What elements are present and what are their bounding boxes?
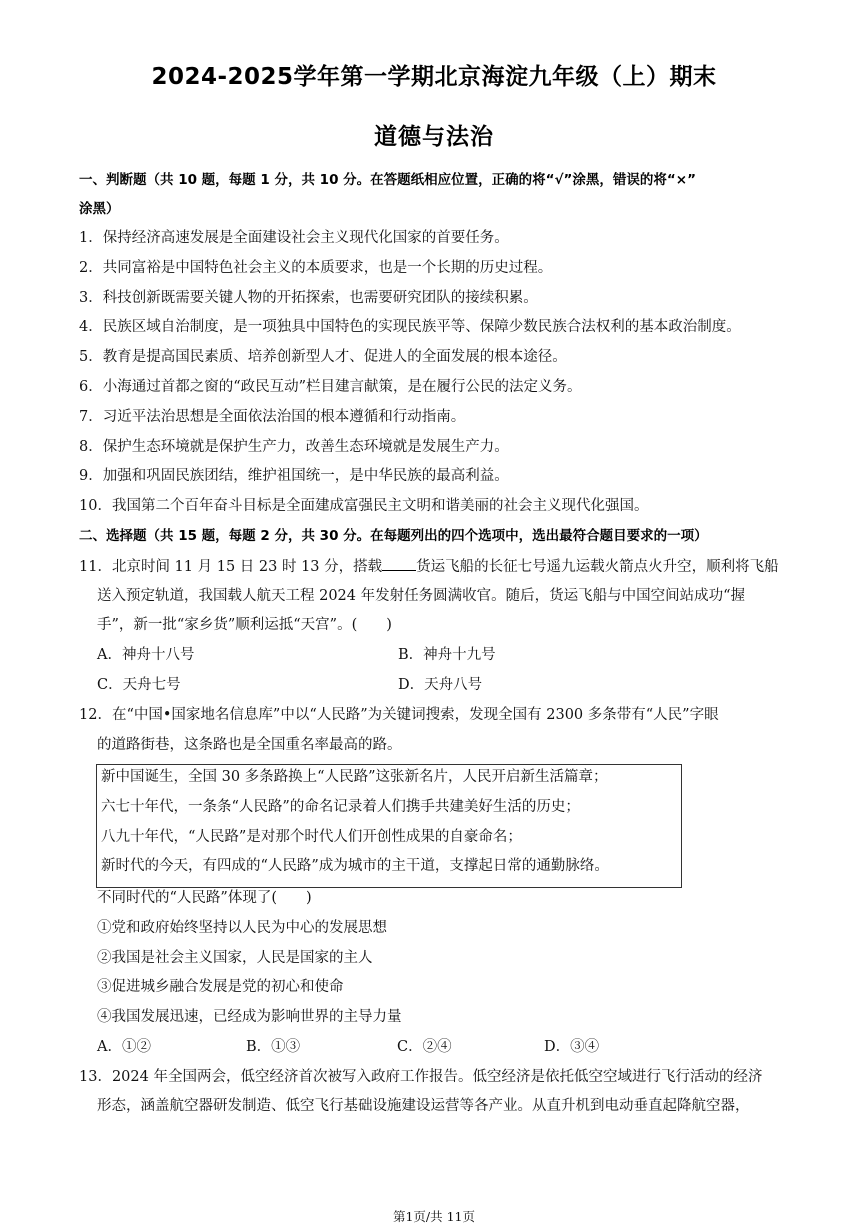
material-box: [96, 764, 682, 888]
material-line-1: 新中国诞生，全国 30 多条路换上“人民路”这张新名片，人民开启新生活篇章；: [101, 769, 608, 785]
section1-heading: 一、判断题（共 10 题，每题 1 分，共 10 分。在答题纸相应位置，正确的将“√”涂黑，错误的将“×”: [79, 172, 696, 188]
page-footer: 第1页/共 11页: [392, 1209, 476, 1224]
question-11-line3: 手”，新一批“家乡货”顺利运抵“天宫”。( ): [97, 617, 392, 633]
question-12-option-d: D．③④: [544, 1039, 600, 1055]
question-12-stem: 不同时代的“人民路”体现了( ): [97, 890, 312, 906]
question-11-option-a: A．神舟十八号: [97, 647, 195, 663]
judge-item-3: 3．科技创新既需要关键人物的开拓探索，也需要研究团队的接续积累。: [79, 290, 538, 306]
statement-4: ④我国发展迅速，已经成为影响世界的主导力量: [97, 1009, 402, 1025]
answer-blank: [382, 556, 416, 571]
question-13-line2: 形态，涵盖航空器研发制造、低空飞行基础设施建设运营等各产业。从直升机到电动垂直起降航空器，: [97, 1098, 750, 1114]
judge-item-4: 4．民族区域自治制度，是一项独具中国特色的实现民族平等、保障少数民族合法权利的基本政治制度。: [79, 319, 741, 335]
question-13-line1: 13．2024 年全国两会，低空经济首次被写入政府工作报告。低空经济是依托低空空域进行飞行活动的经济: [79, 1069, 763, 1085]
question-11-text-b: 货运飞船的长征七号遥九运载火箭点火升空，顺利将飞船: [416, 559, 779, 575]
material-line-4: 新时代的今天，有四成的“人民路”成为城市的主干道，支撑起日常的通勤脉络。: [101, 858, 609, 874]
subject-title: 道德与法治: [374, 124, 494, 150]
statement-1: ①党和政府始终坚持以人民为中心的发展思想: [97, 920, 387, 936]
question-11-line1: [79, 556, 779, 577]
question-11-option-d: D．天舟八号: [398, 677, 483, 693]
judge-item-5: 5．教育是提高国民素质、培养创新型人才、促进人的全面发展的根本途径。: [79, 349, 567, 365]
judge-item-8: 8．保护生态环境就是保护生产力，改善生态环境就是发展生产力。: [79, 439, 509, 455]
question-12-option-b: B．①③: [246, 1039, 301, 1055]
judge-item-2: 2．共同富裕是中国特色社会主义的本质要求，也是一个长期的历史过程。: [79, 260, 553, 276]
material-line-3: 八九十年代，“人民路”是对那个时代人们开创性成果的自豪命名；: [101, 829, 522, 845]
question-11-option-b: B．神舟十九号: [398, 647, 496, 663]
section1-heading-cont: 涂黑）: [79, 201, 120, 217]
statement-3: ③促进城乡融合发展是党的初心和使命: [97, 979, 344, 995]
judge-item-7: 7．习近平法治思想是全面依法治国的根本遵循和行动指南。: [79, 409, 466, 425]
question-12-option-c: C．②④: [397, 1039, 452, 1055]
question-12-line2: 的道路街巷，这条路也是全国重名率最高的路。: [97, 737, 402, 753]
judge-item-9: 9．加强和巩固民族团结，维护祖国统一，是中华民族的最高利益。: [79, 468, 509, 484]
exam-title: 2024-2025学年第一学期北京海淀九年级（上）期末: [151, 64, 717, 90]
question-11-line2: 送入预定轨道，我国载人航天工程 2024 年发射任务圆满收官。随后，货运飞船与中国空间站成功“握: [97, 588, 746, 604]
question-12-line1: 12．在“中国•国家地名信息库”中以“人民路”为关键词搜索，发现全国有 2300 多条带有“人民”字眼: [79, 707, 719, 723]
section2-heading: 二、选择题（共 15 题，每题 2 分，共 30 分。在每题列出的四个选项中，选出最符合题目要求的一项）: [79, 528, 708, 544]
question-12-option-a: A．①②: [97, 1039, 151, 1055]
judge-item-1: 1．保持经济高速发展是全面建设社会主义现代化国家的首要任务。: [79, 230, 509, 246]
judge-item-6: 6．小海通过首都之窗的“政民互动”栏目建言献策，是在履行公民的法定义务。: [79, 379, 582, 395]
question-11-option-c: C．天舟七号: [97, 677, 181, 693]
statement-2: ②我国是社会主义国家，人民是国家的主人: [97, 950, 373, 966]
judge-item-10: 10．我国第二个百年奋斗目标是全面建成富强民主文明和谐美丽的社会主义现代化强国。: [79, 498, 649, 514]
material-line-2: 六七十年代，一条条“人民路”的命名记录着人们携手共建美好生活的历史；: [101, 799, 580, 815]
question-11-text-a: 11．北京时间 11 月 15 日 23 时 13 分，搭载: [79, 559, 383, 575]
